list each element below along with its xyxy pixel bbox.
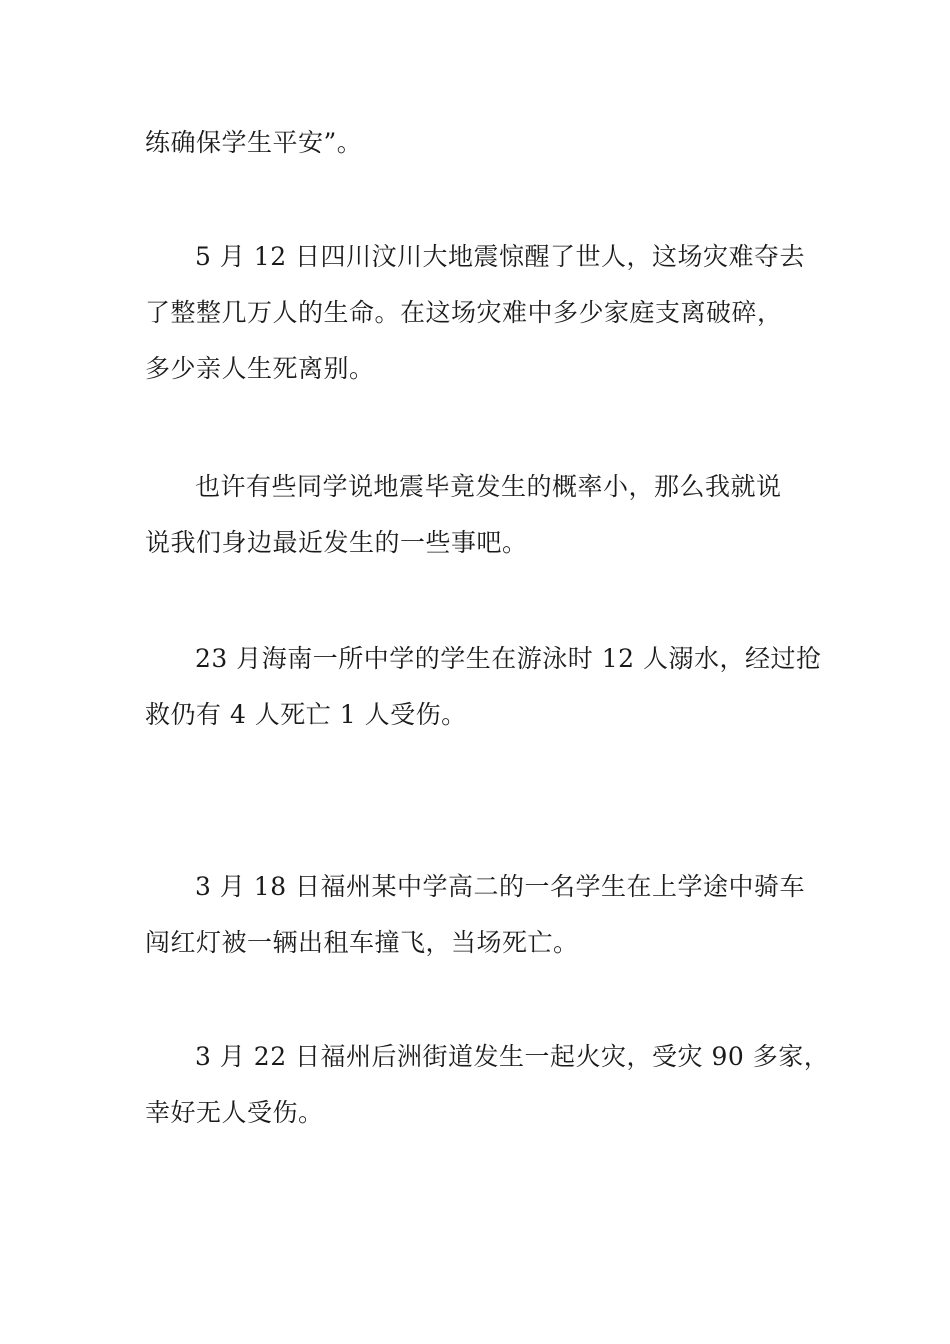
- paragraph-line: 闯红灯被一辆出租车撞飞，当场死亡。: [145, 928, 579, 957]
- paragraph-line: 也许有些同学说地震毕竟发生的概率小，那么我就说: [195, 472, 782, 501]
- paragraph-line: 5 月 12 日四川汶川大地震惊醒了世人，这场灾难夺去: [195, 242, 806, 271]
- paragraph-continuation: [145, 115, 810, 171]
- paragraph-line: 练确保学生平安”。: [145, 128, 363, 157]
- paragraph-fuzhou-traffic: [145, 859, 810, 971]
- paragraph-line: 多少亲人生死离别。: [145, 354, 375, 383]
- paragraph-line: 3 月 22 日福州后洲街道发生一起火灾，受灾 90 多家，: [195, 1042, 830, 1071]
- paragraph-line: 3 月 18 日福州某中学高二的一名学生在上学途中骑车: [195, 872, 806, 901]
- paragraph-line: 了整整几万人的生命。在这场灾难中多少家庭支离破碎，: [145, 298, 783, 327]
- paragraph-fuzhou-fire: [145, 1029, 830, 1141]
- paragraph-line: 幸好无人受伤。: [145, 1098, 324, 1127]
- paragraph-wenchuan-earthquake: [145, 229, 810, 397]
- paragraph-hainan-drowning: [145, 631, 822, 743]
- paragraph-line: 救仍有 4 人死亡 1 人受伤。: [145, 700, 467, 729]
- paragraph-nearby-events: [145, 459, 810, 571]
- paragraph-line: 说我们身边最近发生的一些事吧。: [145, 528, 528, 557]
- paragraph-line: 23 月海南一所中学的学生在游泳时 12 人溺水，经过抢: [195, 644, 822, 673]
